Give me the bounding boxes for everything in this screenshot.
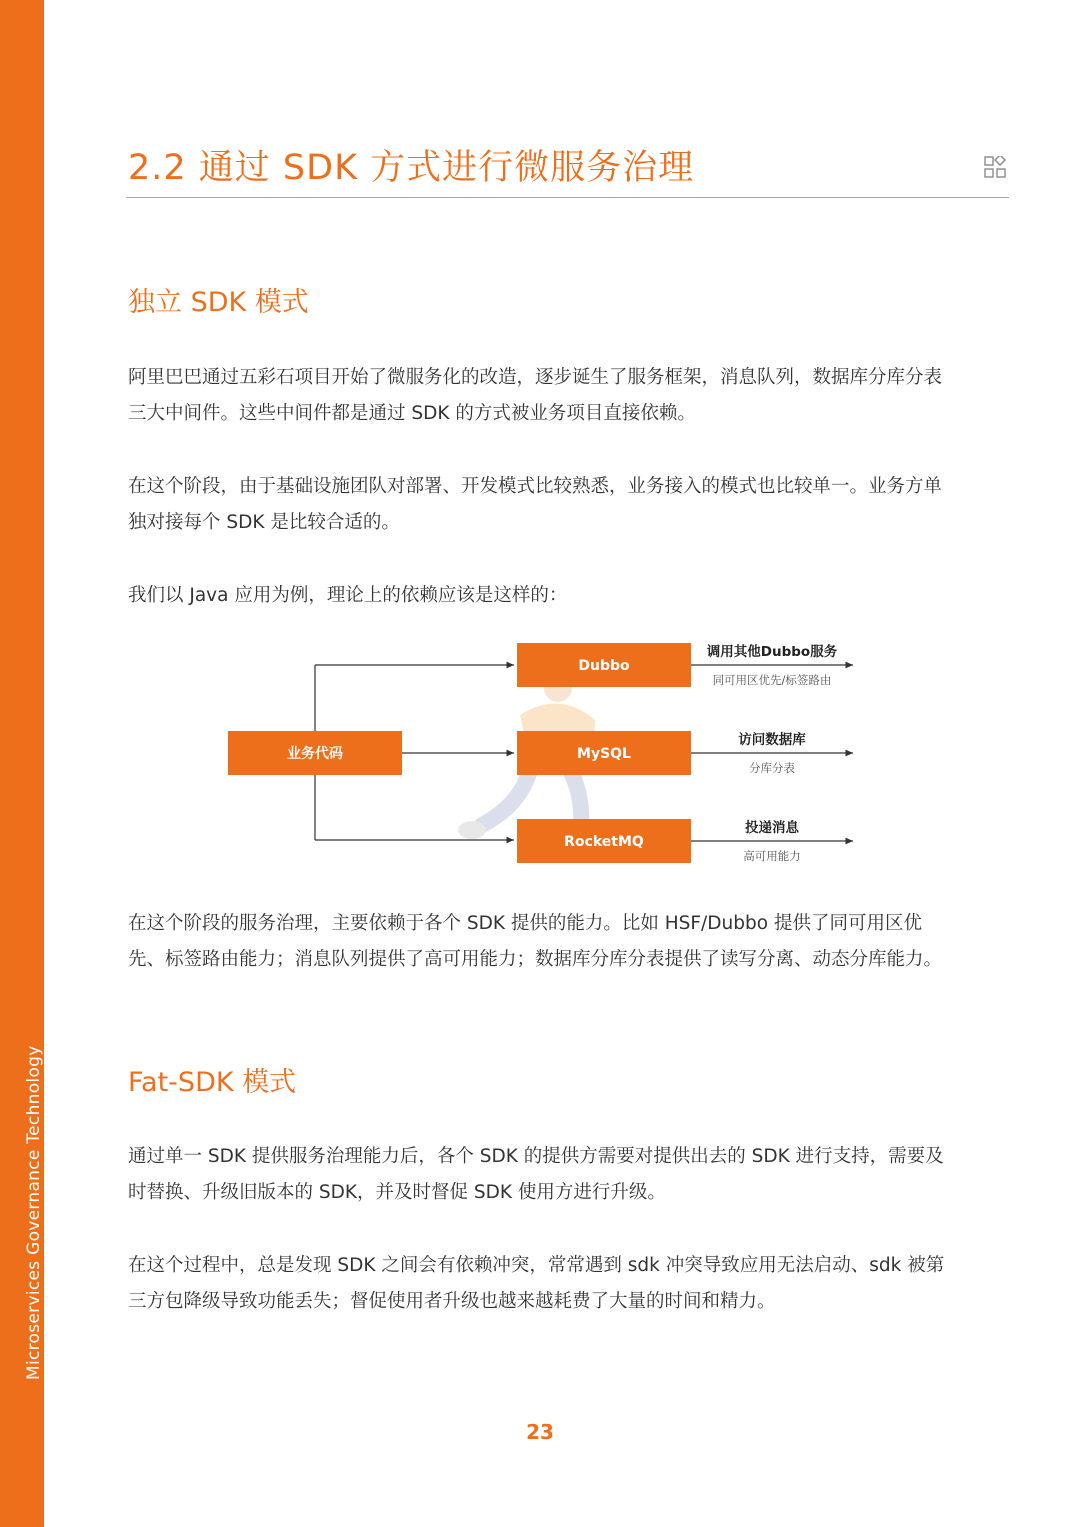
rocketmq-label: RocketMQ: [564, 834, 644, 850]
header-divider: [126, 197, 1009, 198]
section-title-independent-sdk: 独立 SDK 模式: [128, 287, 309, 318]
mysql-label: MySQL: [577, 746, 631, 762]
dubbo-action: 调用其他Dubbo服务: [706, 644, 838, 660]
paragraph: 在这个阶段，由于基础设施团队对部署、开发模式比较熟悉，业务接入的模式也比较单一。业务方单独对接每个 SDK 是比较合适的。: [128, 476, 943, 533]
side-vertical-text: Microservices Governance Technology: [24, 1045, 44, 1380]
rocketmq-detail: 高可用能力: [743, 849, 801, 863]
paragraph: 阿里巴巴通过五彩石项目开始了微服务化的改造，逐步诞生了服务框架，消息队列，数据库分库分表三大中间件。这些中间件都是通过 SDK 的方式被业务项目直接依赖。: [128, 367, 943, 424]
section-title-fat-sdk: Fat-SDK 模式: [128, 1067, 297, 1098]
paragraph: 在这个阶段的服务治理，主要依赖于各个 SDK 提供的能力。比如 HSF/Dubbo 提供了同可用区优先、标签路由能力；消息队列提供了高可用能力；数据库分库分表提供了读写分离、动态分库能力。: [128, 913, 943, 970]
dependency-diagram: [220, 630, 880, 870]
paragraph: 通过单一 SDK 提供服务治理能力后，各个 SDK 的提供方需要对提供出去的 SDK 进行支持，需要及时替换、升级旧版本的 SDK，并及时督促 SDK 使用方进行升级。: [128, 1146, 944, 1203]
rocketmq-action: 投递消息: [745, 820, 799, 836]
mysql-detail: 分库分表: [749, 761, 795, 775]
dubbo-detail: 同可用区优先/标签路由: [712, 673, 832, 687]
mysql-action: 访问数据库: [738, 732, 806, 748]
grid-icon: [984, 156, 1006, 178]
dubbo-label: Dubbo: [578, 658, 630, 674]
chapter-title: 2.2 通过 SDK 方式进行微服务治理: [128, 148, 695, 188]
paragraph: 我们以 Java 应用为例，理论上的依赖应该是这样的：: [128, 585, 568, 606]
page-number: 23: [526, 1420, 554, 1444]
paragraph: 在这个过程中，总是发现 SDK 之间会有依赖冲突，常常遇到 sdk 冲突导致应用无法启动、sdk 被第三方包降级导致功能丢失；督促使用者升级也越来越耗费了大量的时间和精力。: [128, 1255, 945, 1312]
source-label: 业务代码: [287, 746, 343, 762]
